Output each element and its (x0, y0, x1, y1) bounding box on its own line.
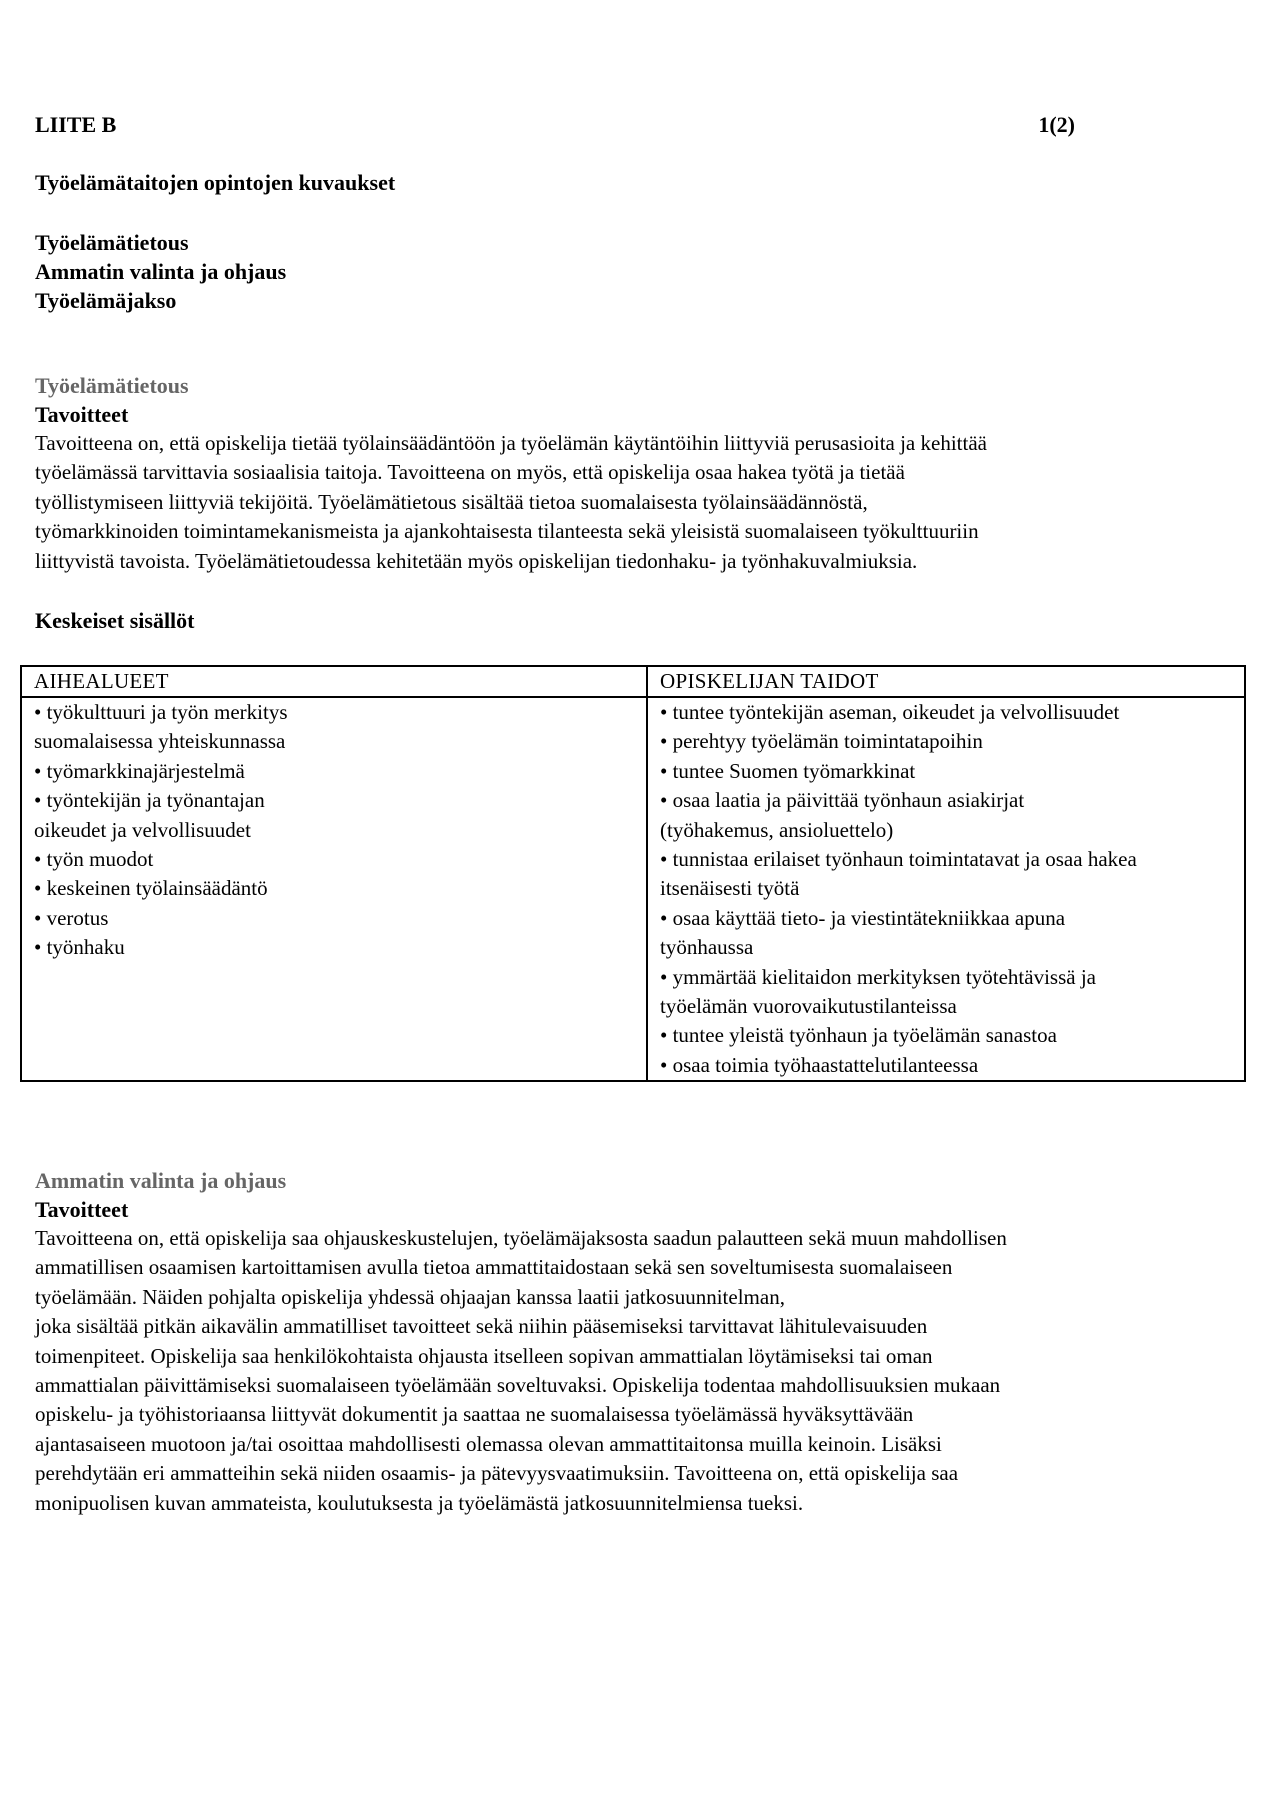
list-item: • keskeinen työlainsäädäntö (34, 876, 268, 901)
topics-list (34, 698, 646, 963)
list-item: • osaa toimia työhaastattelutilanteessa (660, 1052, 979, 1077)
list-item: • työkulttuuri ja työn merkitys (34, 700, 288, 724)
paragraph-line: ammattialan päivittämiseksi suomalaiseen työelämään soveltuvaksi. Opiskelija todentaa mahdollisuuksien mukaan (35, 1373, 1001, 1398)
list-item: • osaa laatia ja päivittää työnhaun asiakirjat (660, 788, 1025, 813)
page-number: 1(2) (1038, 112, 1075, 137)
paragraph-line: työmarkkinoiden toimintamekanismeista ja ajankohtaisesta tilanteesta sekä yleisistä suomalaiseen työkulttuuriin (35, 519, 979, 544)
document-title: Työelämätaitojen opintojen kuvaukset (35, 170, 396, 195)
paragraph-line: toimenpiteet. Opiskelija saa henkilökohtaista ohjausta itselleen sopivan ammattialan löytämiseksi tai oman (35, 1343, 933, 1368)
list-item: • tuntee yleistä työnhaun ja työelämän sanastoa (660, 1023, 1057, 1048)
course-list-item: Työelämätietous (35, 230, 189, 255)
paragraph-line: Tavoitteena on, että opiskelija tietää työlainsäädäntöön ja työelämän käytäntöihin liittyviä perusasioita ja kehittää (35, 431, 987, 455)
paragraph-line: työelämään. Näiden pohjalta opiskelija yhdessä ohjaajan kanssa laatii jatkosuunnitelman, (35, 1284, 785, 1309)
skills-cell (647, 697, 1245, 1081)
paragraph-line: ajantasaiseen muotoon ja/tai osoittaa mahdollisesti olemassa olevan ammattitaitonsa muilla keinoin. Lisäksi (35, 1431, 942, 1456)
paragraph-line: liittyvistä tavoista. Työelämätietoudessa kehitetään myös opiskelijan tiedonhaku- ja työnhakuvalmiuksia. (35, 548, 918, 573)
table-header-row (21, 666, 1245, 697)
list-item: työnhaussa (660, 935, 754, 960)
paragraph-line: ammatillisen osaamisen kartoittamisen avulla tietoa ammattitaidostaan sekä sen soveltumisesta suomalaiseen (35, 1255, 953, 1280)
list-item: • osaa käyttää tieto- ja viestintätekniikkaa apuna (660, 905, 1066, 930)
list-item: itsenäisesti työtä (660, 876, 800, 901)
paragraph-line: joka sisältää pitkän aikavälin ammatilliset tavoitteet sekä niihin pääsemiseksi tarvittavat lähitulevaisuuden (35, 1314, 928, 1339)
course-list-item: Ammatin valinta ja ohjaus (35, 259, 287, 284)
list-item: • ymmärtää kielitaidon merkityksen työtehtävissä ja (660, 964, 1096, 989)
contents-heading: Keskeiset sisällöt (35, 608, 195, 633)
appendix-label: LIITE B (35, 112, 117, 137)
skills-list (660, 698, 1244, 1080)
goals-label: Tavoitteet (35, 402, 129, 427)
paragraph-line: monipuolisen kuvan ammateista, koulutuksesta ja työelämästä jatkosuunnitelmiensa tueksi. (35, 1490, 804, 1515)
section-heading: Työelämätietous (35, 373, 189, 398)
goals-paragraph (35, 429, 1245, 576)
list-item: suomalaisessa yhteiskunnassa (34, 729, 286, 754)
goals-label: Tavoitteet (35, 1197, 129, 1222)
list-item: • tunnistaa erilaiset työnhaun toimintatavat ja osaa hakea (660, 847, 1137, 872)
paragraph-line: opiskelu- ja työhistoriaansa liittyvät dokumentit ja saattaa ne suomalaisessa työelämässä hyväksyttävään (35, 1402, 914, 1427)
list-item: • tuntee työntekijän aseman, oikeudet ja velvollisuudet (660, 700, 1120, 724)
paragraph-line: työelämässä tarvittavia sosiaalisia taitoja. Tavoitteena on myös, että opiskelija osaa hakea työtä ja tietää (35, 460, 905, 485)
section-heading: Ammatin valinta ja ohjaus (35, 1168, 287, 1193)
paragraph-line: työllistymiseen liittyviä tekijöitä. Työelämätietous sisältää tietoa suomalaisesta työlainsäädännöstä, (35, 489, 868, 514)
page-header (35, 112, 1075, 142)
table-row (21, 697, 1245, 1081)
goals-paragraph (35, 1224, 1245, 1518)
paragraph-line: perehdytään eri ammatteihin sekä niiden osaamis- ja pätevyysvaatimuksiin. Tavoitteena on, että opiskelija saa (35, 1461, 959, 1486)
paragraph-line: Tavoitteena on, että opiskelija saa ohjauskeskustelujen, työelämäjaksosta saadun palautteen sekä muun mahdollisen (35, 1226, 1007, 1250)
table-header-skills: OPISKELIJAN TAIDOT (647, 666, 1245, 697)
topics-cell (21, 697, 647, 1081)
list-item: • perehtyy työelämän toimintatapoihin (660, 729, 983, 754)
list-item: työelämän vuorovaikutustilanteissa (660, 994, 957, 1019)
list-item: • tuntee Suomen työmarkkinat (660, 758, 916, 783)
course-list (35, 228, 286, 315)
contents-table (20, 665, 1246, 1082)
list-item: • työntekijän ja työnantajan (34, 788, 265, 813)
list-item: • työmarkkinajärjestelmä (34, 758, 245, 783)
section-ammatin-valinta (35, 1166, 1245, 1518)
list-item: oikeudet ja velvollisuudet (34, 817, 251, 842)
section-tyoelamatietous (35, 371, 1245, 576)
list-item: (työhakemus, ansioluettelo) (660, 817, 894, 842)
course-list-item: Työelämäjakso (35, 288, 177, 313)
list-item: • verotus (34, 905, 109, 930)
table-header-topics: AIHEALUEET (21, 666, 647, 697)
list-item: • työnhaku (34, 935, 125, 960)
list-item: • työn muodot (34, 847, 154, 872)
